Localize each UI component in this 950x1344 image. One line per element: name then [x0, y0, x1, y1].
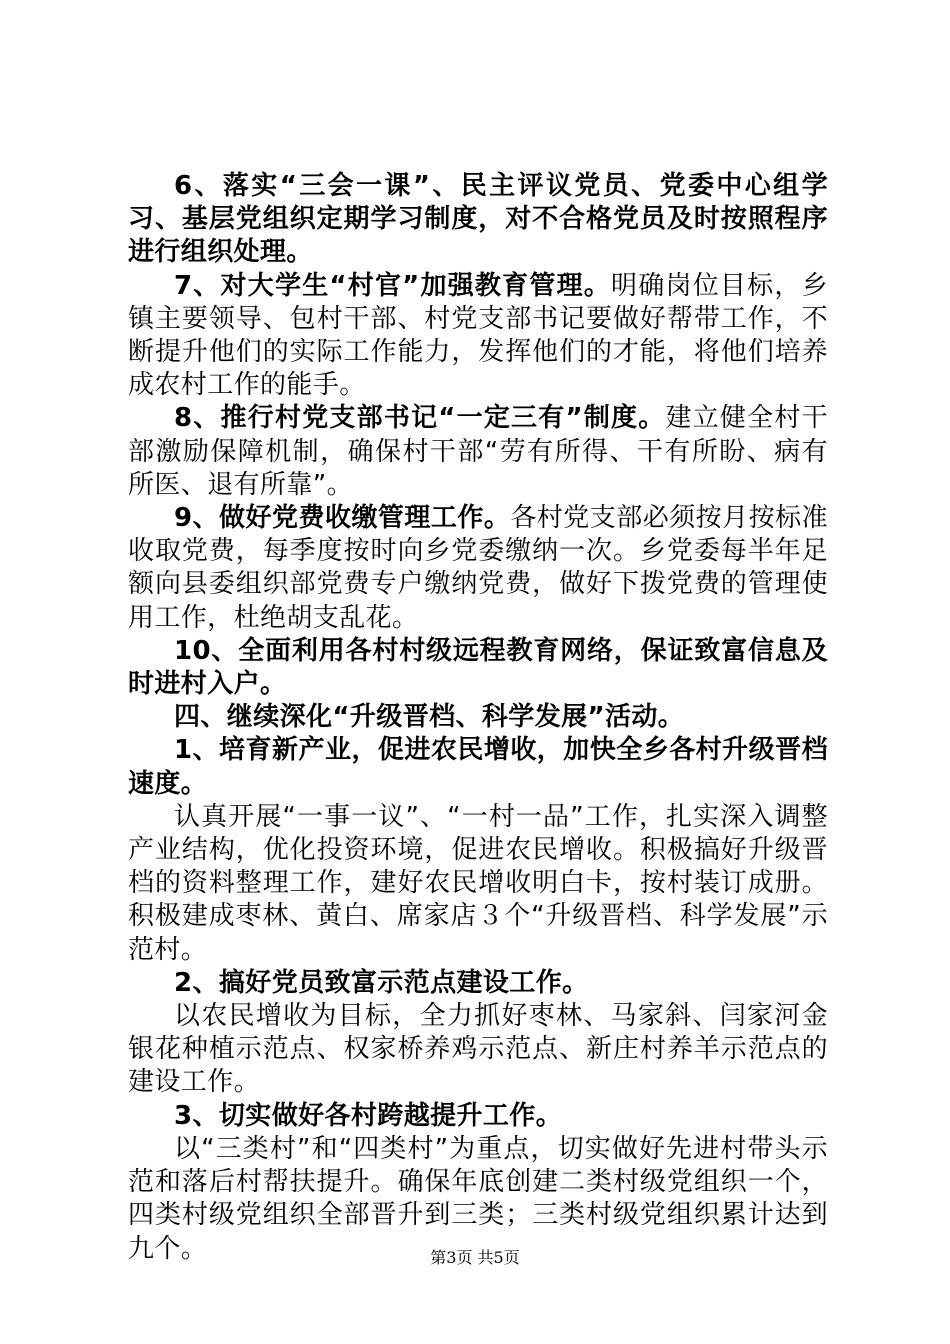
page-footer — [0, 1248, 950, 1268]
paragraph-item-8 — [128, 402, 828, 502]
paragraph-section-4-heading — [128, 701, 828, 734]
paragraph-sub-3-heading — [128, 1100, 828, 1133]
paragraph-heading-text: 6、落实“三会一课”、民主评议党员、党委中心组学习、基层党组织定期学习制度，对不合格党员及时按照程序进行组织处理。 — [128, 171, 828, 268]
paragraph-body-text: 以农民增收为目标，全力抓好枣林、马家斜、闫家河金银花种植示范点、权家桥养鸡示范点、新庄村养羊示范点的建设工作。 — [128, 1001, 828, 1098]
paragraph-heading-text: 1、培育新产业，促进农民增收，加快全乡各村升级晋档速度。 — [128, 735, 828, 799]
page-number: 第3页 共5页 — [430, 1248, 520, 1267]
paragraph-body-text: 各村党支部必须按月按标准收取党费，每季度按时向乡党委缴纳一次。乡党委每半年足额向县委组织部党费专户缴纳党费，做好下拨党费的管理使用工作，杜绝胡支乱花。 — [128, 503, 828, 633]
paragraph-body-text: 建立健全村干部激励保障机制，确保村干部“劳有所得、干有所盼、病有所医、退有所靠”。 — [128, 403, 828, 500]
paragraph-heading-text: 10、全面利用各村村级远程教育网络，保证致富信息及时进村入户。 — [128, 635, 828, 700]
paragraph-sub-2-heading — [128, 967, 828, 1000]
paragraph-heading-text: 3、切实做好各村跨越提升工作。 — [174, 1100, 563, 1131]
paragraph-body-text: 认真开展“一事一议”、“一村一品”工作，扎实深入调整产业结构，优化投资环境，促进农民增收。积极搞好升级晋档的资料整理工作，建好农民增收明白卡，按村装订成册。积极建成枣林、黄白、席家店３个“升级晋档、科学发展”示范村。 — [128, 801, 828, 965]
paragraph-heading-text: 2、搞好党员致富示范点建设工作。 — [174, 967, 589, 998]
document-body — [128, 170, 828, 1266]
paragraph-sub-2-body — [128, 1000, 828, 1100]
paragraph-item-7 — [128, 270, 828, 403]
paragraph-item-9 — [128, 502, 828, 635]
paragraph-body-text: 明确岗位目标，乡镇主要领导、包村干部、村党支部书记要做好帮带工作，不断提升他们的实际工作能力，发挥他们的才能，将他们培养成农村工作的能手。 — [128, 270, 828, 401]
paragraph-item-6 — [128, 170, 828, 270]
paragraph-sub-1-heading — [128, 734, 828, 800]
paragraph-heading-text: 8、推行村党支部书记“一定三有”制度。 — [174, 403, 666, 434]
paragraph-body-text: 以“三类村”和“四类村”为重点，切实做好先进村带头示范和落后村帮扶提升。确保年底创建二类村级党组织一个，四类村级党组织全部晋升到三类；三类村级党组织累计达到九个。 — [128, 1133, 828, 1264]
paragraph-heading-text: 7、对大学生“村官”加强教育管理。 — [174, 270, 612, 301]
paragraph-sub-3-body — [128, 1133, 828, 1266]
paragraph-heading-text: 四、继续深化“升级晋档、科学发展”活动。 — [174, 702, 685, 733]
paragraph-sub-1-body — [128, 801, 828, 967]
paragraph-heading-text: 9、做好党费收缴管理工作。 — [174, 503, 511, 534]
paragraph-item-10 — [128, 635, 828, 701]
